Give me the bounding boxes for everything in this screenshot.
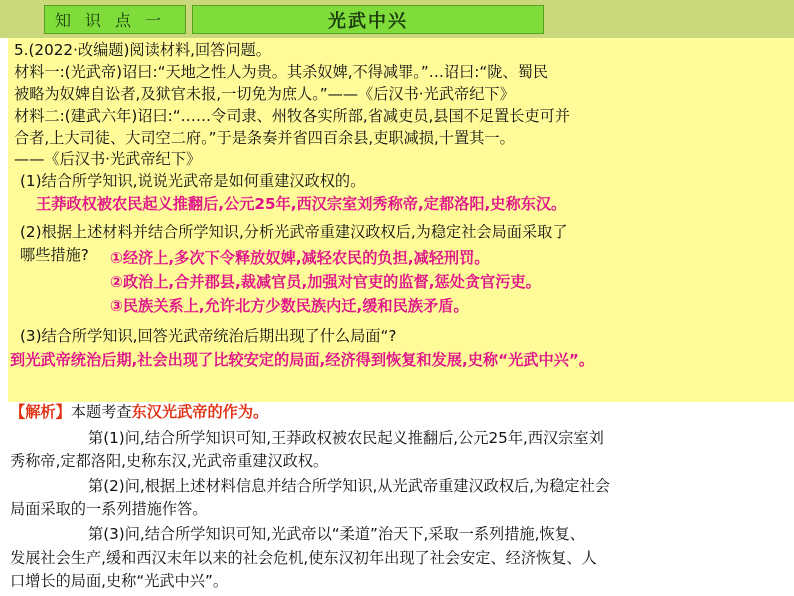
answer-2-item-1: ①经济上,多次下令释放奴婢,减轻农民的负担,减轻刑罚。 (110, 249, 490, 267)
explanation-intro: 本题考查 (70, 403, 132, 421)
explanation-tag: 【解析】 (10, 403, 71, 421)
explanation-part-2-line-1: 第(2)问,根据上述材料信息并结合所学知识,从光武帝重建汉政权后,为稳定社会 (88, 477, 610, 495)
question-1: (1)结合所学知识,说说光武帝是如何重建汉政权的。 (20, 172, 366, 190)
answer-3: 到光武帝统治后期,社会出现了比较安定的局面,经济得到恢复和发展,史称“光武中兴”。 (10, 351, 595, 369)
explanation-part-1-line-2: 秀称帝,定都洛阳,史称东汉,光武帝重建汉政权。 (10, 452, 329, 470)
explanation-heading (10, 402, 268, 423)
explanation-part-1-line-1: 第(1)问,结合所学知识可知,王莽政权被农民起义推翻后,公元25年,西汉宗室刘 (88, 429, 604, 447)
question-2-line-1: (2)根据上述材料并结合所学知识,分析光武帝重建汉政权后,为稳定社会局面采取了 (20, 223, 568, 241)
material-2-line-1: 材料二:(建武六年)诏曰:“……令司隶、州牧各实所部,省减吏员,县国不足置长吏可并 (14, 107, 570, 125)
answer-2-item-2: ②政治上,合并郡县,裁减官员,加强对官吏的监督,惩处贪官污吏。 (110, 273, 541, 291)
question-3: (3)结合所学知识,回答光武帝统治后期出现了什么局面“? (20, 327, 397, 345)
explanation-part-3-line-3: 口增长的局面,史称“光武中兴”。 (10, 572, 229, 590)
explanation-part-3-line-2: 发展社会生产,缓和西汉末年以来的社会危机,使东汉初年出现了社会安定、经济恢复、人 (10, 549, 597, 567)
knowledge-point-label: 知识点一 (44, 5, 186, 34)
answer-1: 王莽政权被农民起义推翻后,公元25年,西汉宗室刘秀称帝,定都洛阳,史称东汉。 (36, 195, 567, 213)
material-2-source: ——《后汉书·光武帝纪下》 (14, 150, 202, 168)
question-2-line-2: 哪些措施? (20, 246, 89, 264)
material-1-line-1: 材料一:(光武帝)诏曰:“天地之性人为贵。其杀奴婢,不得减罪。”…诏曰:“陇、蜀民 (14, 63, 549, 81)
explanation-part-3-line-1: 第(3)问,结合所学知识可知,光武帝以“柔道”治天下,采取一系列措施,恢复、 (88, 525, 585, 543)
material-1-line-2: 被略为奴婢自讼者,及狱官未报,一切免为庶人。”——《后汉书·光武帝纪下》 (14, 85, 515, 103)
section-title: 光武中兴 (192, 5, 544, 34)
material-2-line-2: 合者,上大司徒、大司空二府。”于是条奏并省四百余县,吏职减损,十置其一。 (14, 129, 515, 147)
question-stem: 5.(2022·改编题)阅读材料,回答问题。 (14, 41, 271, 59)
answer-2-item-3: ③民族关系上,允许北方少数民族内迁,缓和民族矛盾。 (110, 297, 469, 315)
explanation-topic: 东汉光武帝的作为。 (131, 403, 269, 421)
explanation-part-2-line-2: 局面采取的一系列措施作答。 (10, 500, 208, 518)
